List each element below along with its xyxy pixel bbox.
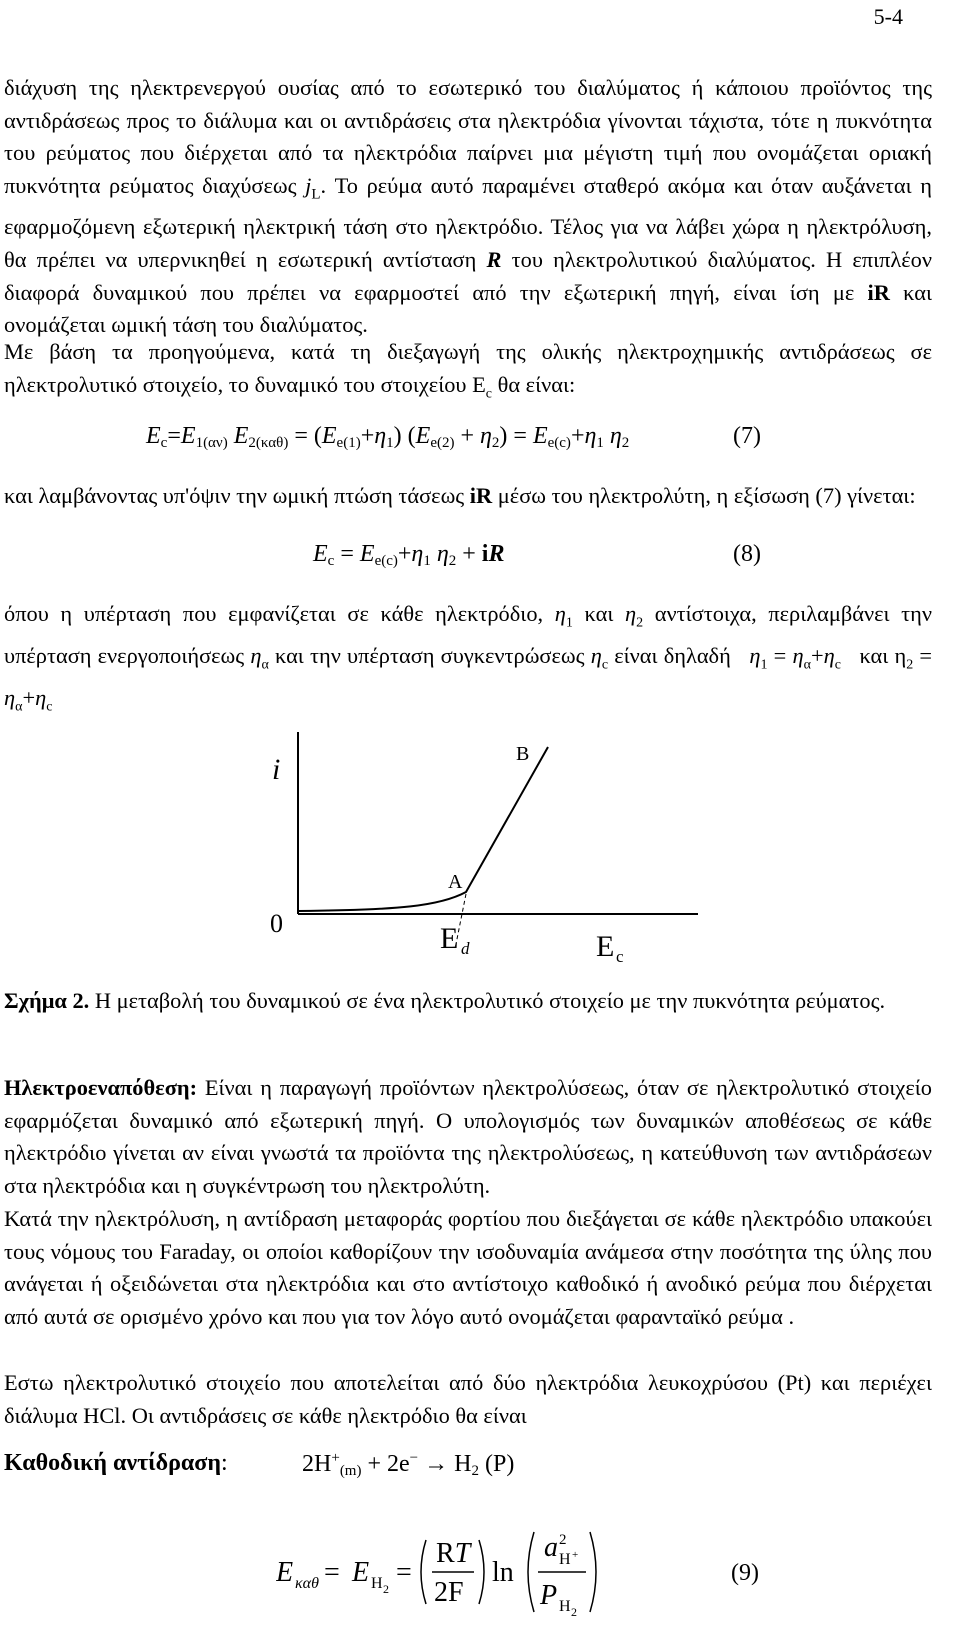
svg-text:H: H bbox=[559, 1551, 571, 1568]
ec-subscript: c bbox=[616, 947, 624, 966]
ec-label: E bbox=[596, 930, 615, 963]
caption-text: Η μεταβολή του δυναμικού σε ένα ηλεκτρολυτικό στοιχείο με την πυκνότητα ρεύματος. bbox=[89, 988, 886, 1013]
text-span: Με βάση τα προηγούμενα, κατά τη διεξαγωγή της ολικής ηλεκτροχημικής αντιδράσεως σε ηλεκτρολυτικό στοιχείο, το δυναμικό του στοιχείου bbox=[4, 339, 932, 397]
svg-text:=: = bbox=[396, 1557, 412, 1588]
svg-text:P: P bbox=[540, 1580, 558, 1611]
cathodic-label: Καθοδική αντίδραση bbox=[4, 1450, 221, 1476]
subscript-c: c bbox=[485, 386, 493, 402]
symbol-r: R bbox=[486, 246, 502, 272]
equation-7: $E_c=E_{1(\alpha\nu)}$ $E_{2(\kappa\alpha\theta)} = (E_{e(1)}+\eta_1) (E_{e(2)} + \eta_2) = E_{e(c)}+\eta_1$ $\eta_2$ bbox=[146, 423, 630, 451]
text-span: και ονομάζεται ωμική τάση του διαλύματος. bbox=[4, 279, 932, 338]
paragraph-cell-potential bbox=[4, 336, 932, 411]
paragraph-pt-cell: Εστω ηλεκτρολυτικό στοιχείο που αποτελείται από δύο ηλεκτρόδια λευκοχρύσου (Pt) και περιέχει διάλυμα HCl. Οι αντιδράσεις σε κάθε ηλεκτρόδιο θα είναι bbox=[4, 1370, 932, 1428]
paragraph-ohmic-drop bbox=[4, 480, 932, 513]
ed-subscript: d bbox=[461, 939, 470, 958]
equation-8: $E_c = E_{e(c)}+\eta_1$ $\eta_2$ + iR bbox=[313, 541, 505, 569]
svg-text:a: a bbox=[544, 1532, 558, 1563]
page-number: 5-4 bbox=[873, 4, 903, 29]
svg-text:ln: ln bbox=[492, 1557, 514, 1588]
svg-text:E: E bbox=[352, 1557, 370, 1588]
subscript-l: L bbox=[311, 186, 321, 203]
text-span: όπου η υπέρταση που εμφανίζεται σε κάθε ηλεκτρόδιο, bbox=[4, 601, 555, 626]
text-span: και την υπέρταση συγκεντρώσεως bbox=[268, 643, 591, 669]
equation-number-7: (7) bbox=[733, 423, 761, 449]
caption-label: Σχήμα 2. bbox=[4, 988, 90, 1013]
ed-label: E bbox=[440, 922, 459, 955]
symbol-j: j bbox=[305, 173, 312, 199]
svg-text:H: H bbox=[371, 1575, 383, 1592]
figure-caption bbox=[4, 985, 932, 1018]
text-span: του ηλεκτρολυτικού διαλύματος. Η επιπλέον διαφορά δυναμικού που πρέπει να εφαρμοστεί από την εξωτερική πηγή, είναι ίση με bbox=[4, 246, 932, 305]
text-span: . Το ρεύμα αυτό παραμένει σταθερό ακόμα και όταν αυξάνεται η εφαρμοζόμενη εξωτερική ηλεκτρική τάση στο ηλεκτρόδιο. Τέλος για να λάβει χώρα η ηλεκτρόλυση, θα πρέπει να υπερνικηθεί η εσωτερική αντίσταση bbox=[4, 173, 932, 272]
paragraph-diffusion bbox=[4, 72, 932, 342]
svg-text:+: + bbox=[572, 1549, 579, 1561]
colon: : bbox=[220, 1450, 228, 1476]
svg-text:H: H bbox=[559, 1598, 571, 1615]
text-span: Είναι η παραγωγή προϊόντων ηλεκτρολύσεως, όταν σε ηλεκτρολυτικό στοιχείο εφαρμόζεται δυναμικό από εξωτερική πηγή. Ο υπολογισμός των δυναμικών αποθέσεως σε κάθε ηλεκτρόδιο γίνεται αν είναι γνωστά τα προϊόντα της ηλεκτρολύσεως, η κατεύθυνση των αντιδράσεων στα ηλεκτρόδια και η συγκέντρωση του ηλεκτρολύτη. bbox=[4, 1075, 932, 1199]
polarization-curve bbox=[298, 747, 548, 911]
text-span: και λαμβάνοντας υπ'όψιν την ωμική πτώση τάσεως bbox=[4, 483, 470, 508]
text-span: και bbox=[572, 601, 626, 626]
svg-text:καθ: καθ bbox=[295, 1575, 319, 1592]
cathodic-reaction: $2H^+_{(m)} + 2e^- \to H_2$ (P) bbox=[302, 1450, 515, 1479]
paragraph-overpotential: όπου η υπέρταση που εμφανίζεται σε κάθε ηλεκτρόδιο, $\eta_1$ και $\eta_2$ αντίστοιχα, περιλαμβάνει την υπέρταση ενεργοποιήσεως $\eta_\alpha$ και την υπέρταση συγκεντρώσεως $\eta_c$ είναι δηλαδή $\eta_1 = \eta_\alpha+\eta_c$ και $\eta_2 = \eta_\alpha+\eta_c$ bbox=[4, 601, 933, 715]
text-span: αντίστοιχα, περιλαμβάνει την υπέρταση ενεργοποιήσεως bbox=[4, 601, 933, 669]
svg-text:2: 2 bbox=[559, 1532, 567, 1548]
equation-number-8: (8) bbox=[733, 541, 761, 567]
text-span: = bbox=[767, 643, 793, 669]
paragraph-electrodeposition bbox=[4, 1072, 932, 1203]
text-span: και η bbox=[853, 643, 907, 669]
origin-label: 0 bbox=[270, 909, 283, 938]
symbol-ir: iR bbox=[867, 279, 890, 305]
symbol-e: E bbox=[472, 371, 486, 397]
point-b-label: B bbox=[516, 743, 530, 765]
text-span: = bbox=[913, 643, 933, 669]
svg-text:2: 2 bbox=[383, 1582, 389, 1596]
equation-9 bbox=[276, 1500, 776, 1630]
text-span: είναι δηλαδή bbox=[608, 643, 737, 669]
point-a-label: A bbox=[448, 871, 463, 893]
svg-text:E: E bbox=[276, 1557, 294, 1588]
svg-text:2: 2 bbox=[571, 1605, 577, 1619]
text-span: μέσω του ηλεκτρολύτη, η εξίσωση (7) γίνεται: bbox=[492, 483, 916, 508]
cathodic-reaction-line bbox=[4, 1450, 515, 1479]
text-span: διάχυση της ηλεκτρενεργού ουσίας από το εσωτερικό του διαλύματος ή κάποιου προϊόντος της αντιδράσεως προς το διάλυμα και οι αντιδράσεις στα ηλεκτρόδια γίνονται τάχιστα, τότε η πυκνότητα του ρεύματος που διέρχεται από τα ηλεκτρόδια παίρνει μια μέγιστη τιμή που ονομάζεται οριακή πυκνότητα ρεύματος διαχύσεως bbox=[4, 75, 932, 199]
symbol-ir: iR bbox=[469, 483, 493, 508]
svg-text:2F: 2F bbox=[434, 1577, 464, 1608]
term-label: Ηλεκτροεναπόθεση: bbox=[4, 1075, 198, 1100]
equation-number-9: (9) bbox=[731, 1560, 759, 1586]
paragraph-faraday: Κατά την ηλεκτρόλυση, η αντίδραση μεταφοράς φορτίου που διεξάγεται σε κάθε ηλεκτρόδιο υπακούει τους νόμους του Faraday, οι οποίοι καθορίζουν την ισοδυναμία ανάμεσα στην ποσότητα της ύλης που ανάγεται ή οξειδώνεται στα ηλεκτρόδια και στο αντίστοιχο καθοδικό ή ανοδικό ρεύμα που διέρχεται από αυτά σε ορισμένο χρόνο και που για τον λόγο αυτό ονομάζεται φαρανταϊκό ρεύμα . bbox=[4, 1206, 932, 1330]
y-axis-label: i bbox=[272, 753, 281, 786]
svg-text:=: = bbox=[324, 1557, 340, 1588]
svg-text:RT: RT bbox=[436, 1538, 471, 1569]
text-span: θα είναι: bbox=[492, 371, 576, 397]
figure-current-potential bbox=[0, 724, 720, 1014]
